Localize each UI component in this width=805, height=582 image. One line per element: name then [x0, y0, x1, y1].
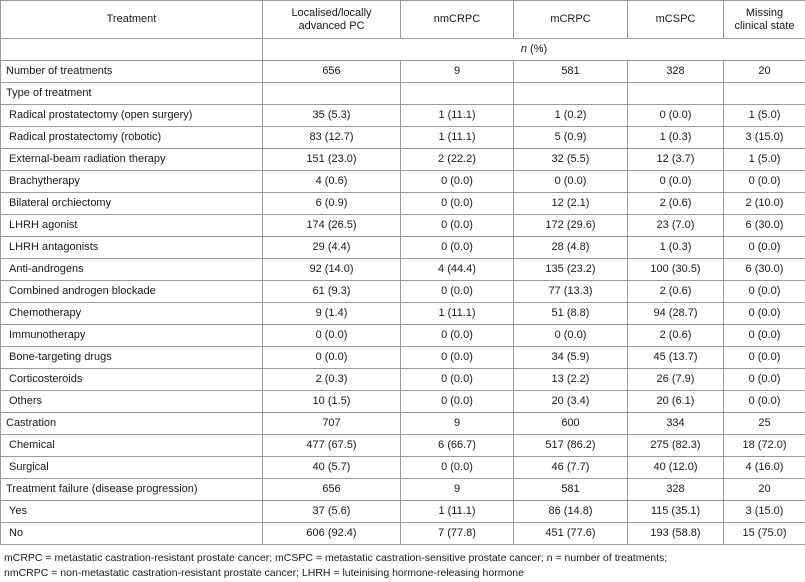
table-row [1, 61, 805, 83]
table-cell: 15 (75.0) [724, 523, 805, 545]
table-cell: 20 (6.1) [628, 391, 724, 413]
table-cell: 0 (0.0) [401, 457, 514, 479]
table-row [1, 391, 805, 413]
table-cell: 9 [401, 61, 514, 83]
table-cell: 0 (0.0) [724, 303, 805, 325]
footnote-line-1: mCRPC = metastatic castration-resistant prostate cancer; mCSPC = metastatic castration-sensitive prostate cancer; n = number of treatments; [4, 552, 668, 564]
table-cell: 2 (10.0) [724, 193, 805, 215]
table-row [1, 215, 805, 237]
table-cell: 0 (0.0) [724, 237, 805, 259]
table-row [1, 237, 805, 259]
table-cell: 10 (1.5) [263, 391, 401, 413]
table-cell: 86 (14.8) [514, 501, 628, 523]
table-cell: 26 (7.9) [628, 369, 724, 391]
table-cell: 451 (77.6) [514, 523, 628, 545]
row-label: No [1, 523, 263, 545]
table-cell: 656 [263, 479, 401, 501]
table-cell: 13 (2.2) [514, 369, 628, 391]
row-label: LHRH antagonists [1, 237, 263, 259]
row-label: Radical prostatectomy (open surgery) [1, 105, 263, 127]
table-row [1, 149, 805, 171]
table-cell: 6 (0.9) [263, 193, 401, 215]
table-cell: 0 (0.0) [628, 105, 724, 127]
row-label: Combined androgen blockade [1, 281, 263, 303]
table-cell: 1 (11.1) [401, 501, 514, 523]
header-nmcrpc: nmCRPC [401, 1, 514, 39]
unit-n: n [520, 43, 527, 55]
table-cell: 0 (0.0) [628, 171, 724, 193]
table-cell: 2 (0.3) [263, 369, 401, 391]
table-cell: 517 (86.2) [514, 435, 628, 457]
row-label: Corticosteroids [1, 369, 263, 391]
table-cell: 328 [628, 61, 724, 83]
table-cell: 606 (92.4) [263, 523, 401, 545]
table-cell: 25 [724, 413, 805, 435]
row-label: Anti-androgens [1, 259, 263, 281]
table-cell: 9 [401, 479, 514, 501]
table-cell: 1 (5.0) [724, 105, 805, 127]
table-cell: 0 (0.0) [401, 237, 514, 259]
table-cell: 3 (15.0) [724, 501, 805, 523]
table-cell: 0 (0.0) [263, 347, 401, 369]
table-cell: 172 (29.6) [514, 215, 628, 237]
table-cell: 275 (82.3) [628, 435, 724, 457]
table-cell: 1 (11.1) [401, 105, 514, 127]
row-label: Bone-targeting drugs [1, 347, 263, 369]
table-cell: 0 (0.0) [724, 369, 805, 391]
table-row [1, 303, 805, 325]
row-label: Radical prostatectomy (robotic) [1, 127, 263, 149]
table-cell: 20 [724, 61, 805, 83]
table-cell: 0 (0.0) [401, 193, 514, 215]
table-cell: 9 [401, 413, 514, 435]
table-cell: 477 (67.5) [263, 435, 401, 457]
table-cell: 0 (0.0) [724, 325, 805, 347]
table-cell [263, 83, 401, 105]
table-cell: 4 (44.4) [401, 259, 514, 281]
table-cell: 35 (5.3) [263, 105, 401, 127]
table-cell: 0 (0.0) [401, 215, 514, 237]
table-cell: 328 [628, 479, 724, 501]
header-localised: Localised/locally advanced PC [263, 1, 401, 39]
table-cell: 0 (0.0) [724, 347, 805, 369]
table-row [1, 325, 805, 347]
table-cell [628, 83, 724, 105]
table-cell: 20 (3.4) [514, 391, 628, 413]
row-label: Treatment failure (disease progression) [1, 479, 263, 501]
table-cell: 1 (0.2) [514, 105, 628, 127]
table-cell: 0 (0.0) [724, 281, 805, 303]
table-cell: 334 [628, 413, 724, 435]
table-cell: 94 (28.7) [628, 303, 724, 325]
table-cell: 2 (0.6) [628, 193, 724, 215]
table-cell: 29 (4.4) [263, 237, 401, 259]
table-cell: 5 (0.9) [514, 127, 628, 149]
table-cell: 151 (23.0) [263, 149, 401, 171]
row-label: Chemical [1, 435, 263, 457]
table-cell: 40 (12.0) [628, 457, 724, 479]
table-cell: 37 (5.6) [263, 501, 401, 523]
table-cell: 2 (0.6) [628, 325, 724, 347]
table-cell: 0 (0.0) [401, 369, 514, 391]
header-mcspc: mCSPC [628, 1, 724, 39]
table-cell: 9 (1.4) [263, 303, 401, 325]
table-row [1, 105, 805, 127]
row-label: Brachytherapy [1, 171, 263, 193]
table-cell: 4 (16.0) [724, 457, 805, 479]
table-cell: 20 [724, 479, 805, 501]
table-cell [514, 83, 628, 105]
table-row [1, 83, 805, 105]
table-cell: 174 (26.5) [263, 215, 401, 237]
table-cell: 0 (0.0) [401, 171, 514, 193]
table-cell: 92 (14.0) [263, 259, 401, 281]
table-cell: 581 [514, 479, 628, 501]
table-cell: 46 (7.7) [514, 457, 628, 479]
table-cell: 0 (0.0) [514, 325, 628, 347]
row-label: Others [1, 391, 263, 413]
unit-pct: (%) [526, 43, 548, 55]
table-cell: 12 (3.7) [628, 149, 724, 171]
table-cell: 6 (30.0) [724, 259, 805, 281]
row-label: Immunotherapy [1, 325, 263, 347]
table-row [1, 501, 805, 523]
header-mcrpc: mCRPC [514, 1, 628, 39]
table-row [1, 347, 805, 369]
table-cell: 1 (11.1) [401, 303, 514, 325]
table-cell: 23 (7.0) [628, 215, 724, 237]
row-label: Surgical [1, 457, 263, 479]
table-cell: 0 (0.0) [401, 347, 514, 369]
table-row [1, 193, 805, 215]
table-cell: 12 (2.1) [514, 193, 628, 215]
table-cell: 0 (0.0) [724, 391, 805, 413]
table-body [1, 61, 805, 545]
table-cell [724, 83, 805, 105]
footnote [4, 551, 802, 581]
table-cell [401, 83, 514, 105]
table-cell: 2 (22.2) [401, 149, 514, 171]
table-cell: 4 (0.6) [263, 171, 401, 193]
table-cell: 61 (9.3) [263, 281, 401, 303]
row-label: Type of treatment [1, 83, 263, 105]
footnote-line-2: nmCRPC = non-metastatic castration-resistant prostate cancer; LHRH = luteinising hormone-releasing hormone [4, 567, 524, 579]
table-cell: 115 (35.1) [628, 501, 724, 523]
table-cell: 193 (58.8) [628, 523, 724, 545]
table-cell: 0 (0.0) [401, 281, 514, 303]
row-label: External-beam radiation therapy [1, 149, 263, 171]
table-cell: 1 (11.1) [401, 127, 514, 149]
table-cell: 0 (0.0) [401, 391, 514, 413]
table-row [1, 435, 805, 457]
table-cell: 83 (12.7) [263, 127, 401, 149]
table-cell: 600 [514, 413, 628, 435]
table-cell: 32 (5.5) [514, 149, 628, 171]
row-label: Yes [1, 501, 263, 523]
table-cell: 34 (5.9) [514, 347, 628, 369]
table-row [1, 171, 805, 193]
table-cell: 2 (0.6) [628, 281, 724, 303]
row-label: Bilateral orchiectomy [1, 193, 263, 215]
header-treatment: Treatment [1, 1, 263, 39]
table-cell: 100 (30.5) [628, 259, 724, 281]
table-cell: 6 (30.0) [724, 215, 805, 237]
table-cell: 1 (5.0) [724, 149, 805, 171]
table-row [1, 127, 805, 149]
unit-blank-cell [1, 39, 263, 61]
table-cell: 656 [263, 61, 401, 83]
table-cell: 45 (13.7) [628, 347, 724, 369]
table-cell: 51 (8.8) [514, 303, 628, 325]
table-cell: 77 (13.3) [514, 281, 628, 303]
table-row [1, 479, 805, 501]
table-cell: 7 (77.8) [401, 523, 514, 545]
row-label: Chemotherapy [1, 303, 263, 325]
table-cell: 6 (66.7) [401, 435, 514, 457]
table-cell: 0 (0.0) [263, 325, 401, 347]
header-row [1, 1, 805, 39]
row-label: LHRH agonist [1, 215, 263, 237]
table-cell: 581 [514, 61, 628, 83]
table-cell: 0 (0.0) [724, 171, 805, 193]
table-cell: 28 (4.8) [514, 237, 628, 259]
table-cell: 1 (0.3) [628, 237, 724, 259]
table-cell: 18 (72.0) [724, 435, 805, 457]
table-cell: 707 [263, 413, 401, 435]
table-row [1, 369, 805, 391]
unit-cell [263, 39, 805, 61]
table-row [1, 457, 805, 479]
table-cell: 0 (0.0) [401, 325, 514, 347]
table-cell: 0 (0.0) [514, 171, 628, 193]
table-cell: 3 (15.0) [724, 127, 805, 149]
row-label: Number of treatments [1, 61, 263, 83]
unit-row [1, 39, 805, 61]
table-cell: 1 (0.3) [628, 127, 724, 149]
table-cell: 135 (23.2) [514, 259, 628, 281]
header-missing: Missing clinical state [724, 1, 805, 39]
table-row [1, 523, 805, 545]
table-row [1, 259, 805, 281]
row-label: Castration [1, 413, 263, 435]
table-row [1, 413, 805, 435]
table-cell: 40 (5.7) [263, 457, 401, 479]
table-row [1, 281, 805, 303]
